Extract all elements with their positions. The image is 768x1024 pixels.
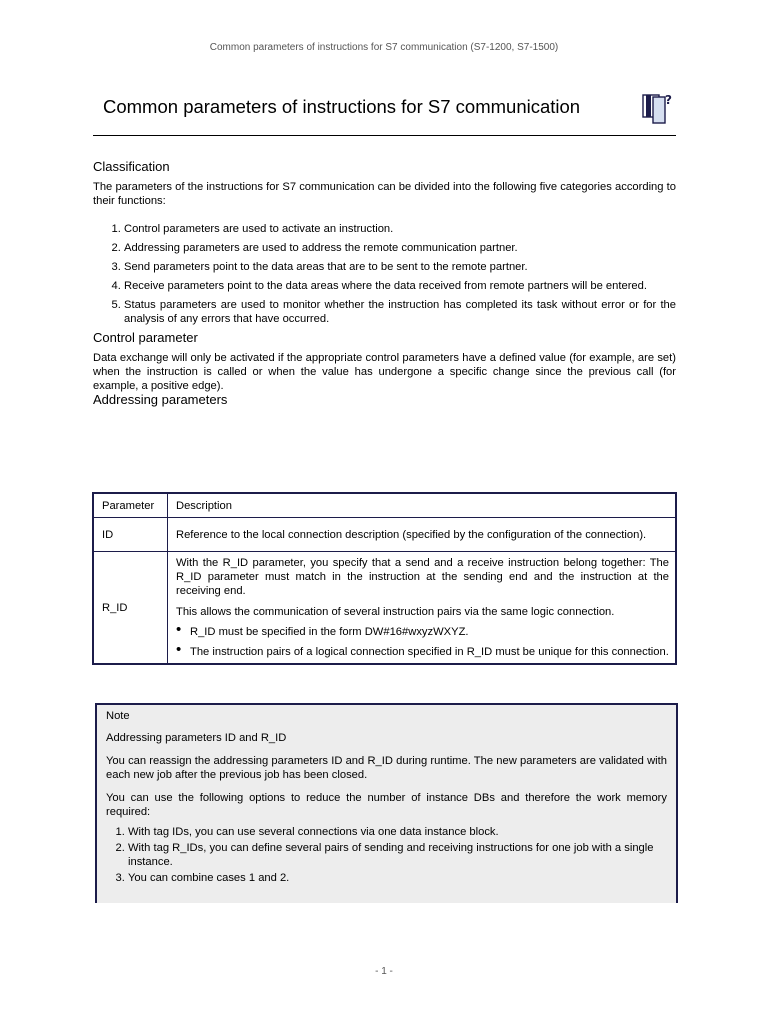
control-parameter-heading: Control parameter <box>93 330 198 345</box>
note-subheading: Addressing parameters ID and R_ID <box>106 732 287 744</box>
svg-text:?: ? <box>665 93 672 107</box>
bullet-item: • The instruction pairs of a logical connection specified in R_ID must be unique for this connection. <box>190 645 669 659</box>
title-divider <box>93 135 676 136</box>
category-item: 5. Status parameters are used to monitor whether the instruction has completed its task without error or for the analysis of any errors that have occurred. <box>124 298 676 326</box>
note-paragraph: You can use the following options to reduce the number of instance DBs and therefore the work memory required: <box>106 792 667 818</box>
description-cell <box>168 552 677 665</box>
table-row <box>93 518 676 552</box>
note-options-list <box>106 825 667 885</box>
category-item: 2. Addressing parameters are used to address the remote communication partner. <box>124 241 676 255</box>
page-title: Common parameters of instructions for S7 communication <box>103 96 581 117</box>
category-list <box>93 222 676 326</box>
note-label: Note <box>106 710 130 722</box>
description-cell: Reference to the local connection description (specified by the configuration of the connection). <box>168 518 677 552</box>
note-option-item: 3. You can combine cases 1 and 2. <box>128 871 667 885</box>
column-header-parameter: Parameter <box>93 493 168 518</box>
r-id-description: With the R_ID parameter, you specify that a send and a receive instruction belong together: The R_ID parameter must match in the instruction at the sending end and the instruction at the receiving end. <box>176 557 669 597</box>
table-row <box>93 552 676 665</box>
category-item: 3. Send parameters point to the data areas that are to be sent to the remote partner. <box>124 260 676 274</box>
category-item: 4. Receive parameters point to the data areas where the data received from remote partners will be entered. <box>124 279 676 293</box>
note-paragraph: You can reassign the addressing parameters ID and R_ID during runtime. The new parameters are validated with each new job after the previous job has been closed. <box>106 755 667 781</box>
content-body <box>93 160 676 413</box>
bullet-item: • R_ID must be specified in the form DW#16#wxyzWXYZ. <box>190 625 669 639</box>
page-number: - 1 - <box>375 966 393 977</box>
table-header-row <box>93 493 676 518</box>
running-header: Common parameters of instructions for S7 communication (S7-1200, S7-1500) <box>209 42 559 53</box>
r-id-logic-connection-text: This allows the communication of several instruction pairs via the same logic connection. <box>176 606 615 618</box>
parameter-cell: ID <box>93 518 168 552</box>
addressing-parameters-heading: Addressing parameters <box>93 392 228 407</box>
column-header-description: Description <box>168 493 677 518</box>
category-item: 1. Control parameters are used to activate an instruction. <box>124 222 676 236</box>
parameter-cell: R_ID <box>93 552 168 665</box>
r-id-bullet-list <box>176 625 669 659</box>
control-parameter-text: Data exchange will only be activated if the appropriate control parameters have a defined value (for example, are set) when the instruction is called or when the value has undergone a specific change since the previous call (for example, a positive edge). <box>93 352 676 392</box>
note-option-item: 2. With tag R_IDs, you can define several pairs of sending and receiving instructions for one job with a single instance. <box>128 841 667 869</box>
classification-intro: The parameters of the instructions for S7 communication can be divided into the following five categories according to their functions: <box>93 181 676 207</box>
note-box <box>95 703 678 903</box>
addressing-parameters-table <box>92 492 677 665</box>
help-book-icon <box>641 91 677 127</box>
note-option-item: 1. With tag IDs, you can use several connections via one data instance block. <box>128 825 667 839</box>
classification-heading: Classification <box>93 159 170 174</box>
